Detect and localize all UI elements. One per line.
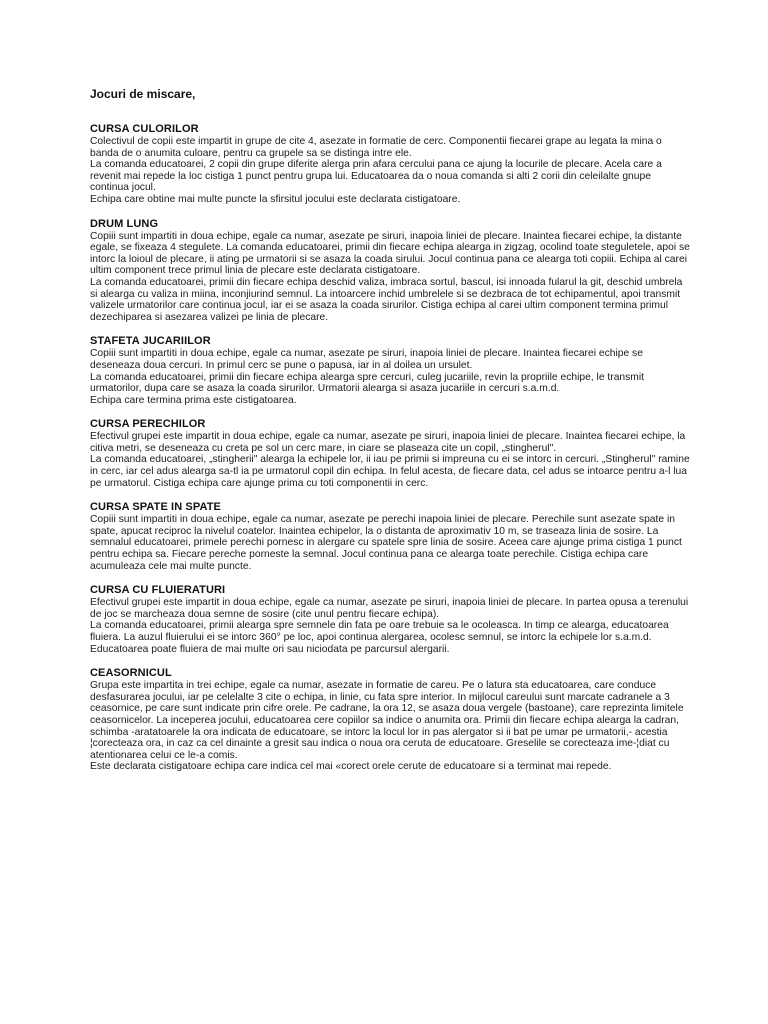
paragraph: Efectivul grupei este impartit in doua echipe, egale ca numar, asezate pe siruri, inapoia liniei de plecare. Inaintea fiecarei echipe, la citiva metri, se deseneaza cu creta pe sol un cerc mare, in ciare se plaseaza cite un copil, „stingherul". <box>90 431 686 454</box>
paragraph: La comanda educatoarei, primii din fiecare echipa alearga spre cercuri, culeg jucariile, revin la propriile echipe, le transmit urmatorilor, dupa care se asaza la coada sirurilor. Urmatorii alearga si asaza jucariile in cercuri s.a.m.d. <box>90 371 645 395</box>
paragraph: La comanda educatoarei, 2 copii din grupe diferite alerga prin afara cercului pana ce ajung la locurile de plecare. Acela care a revenit mai repede la loc cistiga 1 punct pentru grupa lui. Educatoarea da o noua comanda si alti 2 corii din celeilalte gnupe continua jocul. <box>90 159 662 194</box>
section-heading: CEASORNICUL <box>90 667 172 680</box>
paragraph: Colectivul de copii este impartit in grupe de cite 4, asezate in formatie de cerc. Componentii fiecarei grape au legata la mina o banda de o anumita culoare, pentru ca grupele sa se distinga intre ele. <box>90 136 662 159</box>
paragraph: Este declarata cistigatoare echipa care indica cel mai «corect orele cerute de educatoare si a terminat mai repede. <box>90 761 612 773</box>
section-drum-lung <box>90 218 690 324</box>
paragraph: Copiii sunt impartiti in doua echipe, egale ca numar, asezate pe siruri, inapoia liniei de plecare. Inaintea fiecarei echipe, la distante egale, se fixeaza 4 stegulete. La comanda educatoarei, primii din fiecare echipa alearga in zigzag, ocolind toate steguletele, apoi se intorc la loioul de plecare, ii ating pe urmatorii si se asaza la coada sirului. Jocul continua pana ce alearga toti copiii. Echipa al carei ultim component trece primul linia de plecare este declarata cistigatoare. <box>90 230 690 277</box>
document-title: Jocuri de miscare, <box>90 87 196 101</box>
section-heading: DRUM LUNG <box>90 217 159 230</box>
section-heading: STAFETA JUCARIILOR <box>90 335 211 348</box>
paragraph: Copiii sunt impartiti in doua echipe, egale ca numar, asezate pe perechi inapoia liniei de plecare. Perechile sunt asezate spate in spate, apucat reciproc la nivelul coatelor. Inaintea echipelor, la o distanta de aproximativ 10 m, se traseaza linia de sosire. La semnalul educatoarei, primele perechi pornesc in alergare cu spatele spre linia de sosire. Aceea care ajunge prima cistiga 1 punct pentru echipa sa. Fiecare pereche porneste la semnal. Jocul continua pana ce alearga toate perechile. Cistiga echipa care acumuleaza cele mai multe puncte. <box>90 514 682 572</box>
paragraph: Echipa care obtine mai multe puncte la sfirsitul jocului este declarata cistigatoare. <box>90 193 461 205</box>
section-cursa-cu-fluieraturi <box>90 584 690 655</box>
paragraph: Grupa este impartita in trei echipe, egale ca numar, asezate in formatie de careu. Pe o latura sta educatoarea, care conduce desfasurarea jocului, iar pe celelalte 3 cite o echipa, in linie, cu fata spre interior. In mijlocul careului sunt marcate cadranele a 3 ceasornice, pe care sunt indicate prin cifre orele. Pe cadrane, la ora 12, se asaza doua vergele (bastoane), care reprezinta limitele ceasornicelor. La inceperea jocului, educatoarea cere copiilor sa indice o anumita ora. Primii din fiecare echipa alearga la cadran, schimba -aratatoarele la ora indicata de educatoare, se intorc la locul lor in pas alergator si ii bat pe umar pe urmatorii,- acestia ¦corecteaza ora, in caz ca cel dinainte a gresit sau indica o noua ora ceruta de educatoare. Greselile se corecteaza ime-¦diat cu atentionarea celui ce le-a comis. <box>90 680 684 761</box>
paragraph: Copiii sunt impartiti in doua echipe, egale ca numar, asezate pe siruri, inapoia liniei de plecare. Inaintea fiecarei echipe se deseneaza doua cercuri. In primul cerc se pune o papusa, iar in al doilea un ursulet. <box>90 348 643 371</box>
paragraph: Efectivul grupei este impartit in doua echipe, egale ca numar, asezate pe siruri, inapoia liniei de plecare. In partea opusa a terenului de joc se marcheaza doua semne de sosire (cite unul pentru fiecare echipa). <box>90 597 689 620</box>
section-cursa-culorilor <box>90 123 690 206</box>
paragraph: La comanda educatoarei, primii alearga spre semnele din fata pe oare trebuie sa le ocoleasca. In timp ce alearga, educatoarea fluiera. La auzul fluierului ei se intorc 360° pe loc, apoi continua alergarea, ocolesc semnul, se intorc la echipele lor s.a.m.d. <box>90 620 669 643</box>
section-heading: CURSA PERECHILOR <box>90 418 206 431</box>
paragraph: La comanda educatoarei, primii din fiecare echipa deschid valiza, imbraca sortul, bascul, isi innoada fularul la git, deschid umbrela si alearga cu valiza in miina, inconjiurind semnul. La intoarcere inchid umbrelele si se dezbraca de tot echipamentul, apoi transmit valizele urmatorilor care continua jocul, iar ei se asaza la coada sirurilor. Cistiga echipa al carei ultim component termina primul dezechiparea si asezarea valizei pe linia de plecare. <box>90 276 683 323</box>
section-heading: CURSA SPATE IN SPATE <box>90 501 221 514</box>
section-heading: CURSA CU FLUIERATURI <box>90 584 226 597</box>
section-cursa-perechilor <box>90 418 690 489</box>
section-stafeta-jucariilor <box>90 335 690 406</box>
paragraph: Echipa care termina prima este cistigatoarea. <box>90 394 297 406</box>
document-page <box>90 86 690 785</box>
section-cursa-spate-in-spate <box>90 501 690 572</box>
paragraph: La comanda educatoarei, „stingherii" alearga la echipele lor, ii iau pe primii si impreuna cu ei se intorc in cercuri. „Stingherul" ramine in cerc, iar cel adus alearga sa-tl ia pe urmatorul copil din echipa. In felul acesta, de fiecare data, cel adus se intoarce pentru a-l lua pe urmatorul. Cistiga echipa care ajunge prima cu toti componentii in cerc. <box>90 454 690 489</box>
paragraph: Educatoarea poate fluiera de mai multe ori sau niciodata pe parcursul alergarii. <box>90 643 450 655</box>
section-heading: CURSA CULORILOR <box>90 123 199 135</box>
section-ceasornicul <box>90 667 690 773</box>
